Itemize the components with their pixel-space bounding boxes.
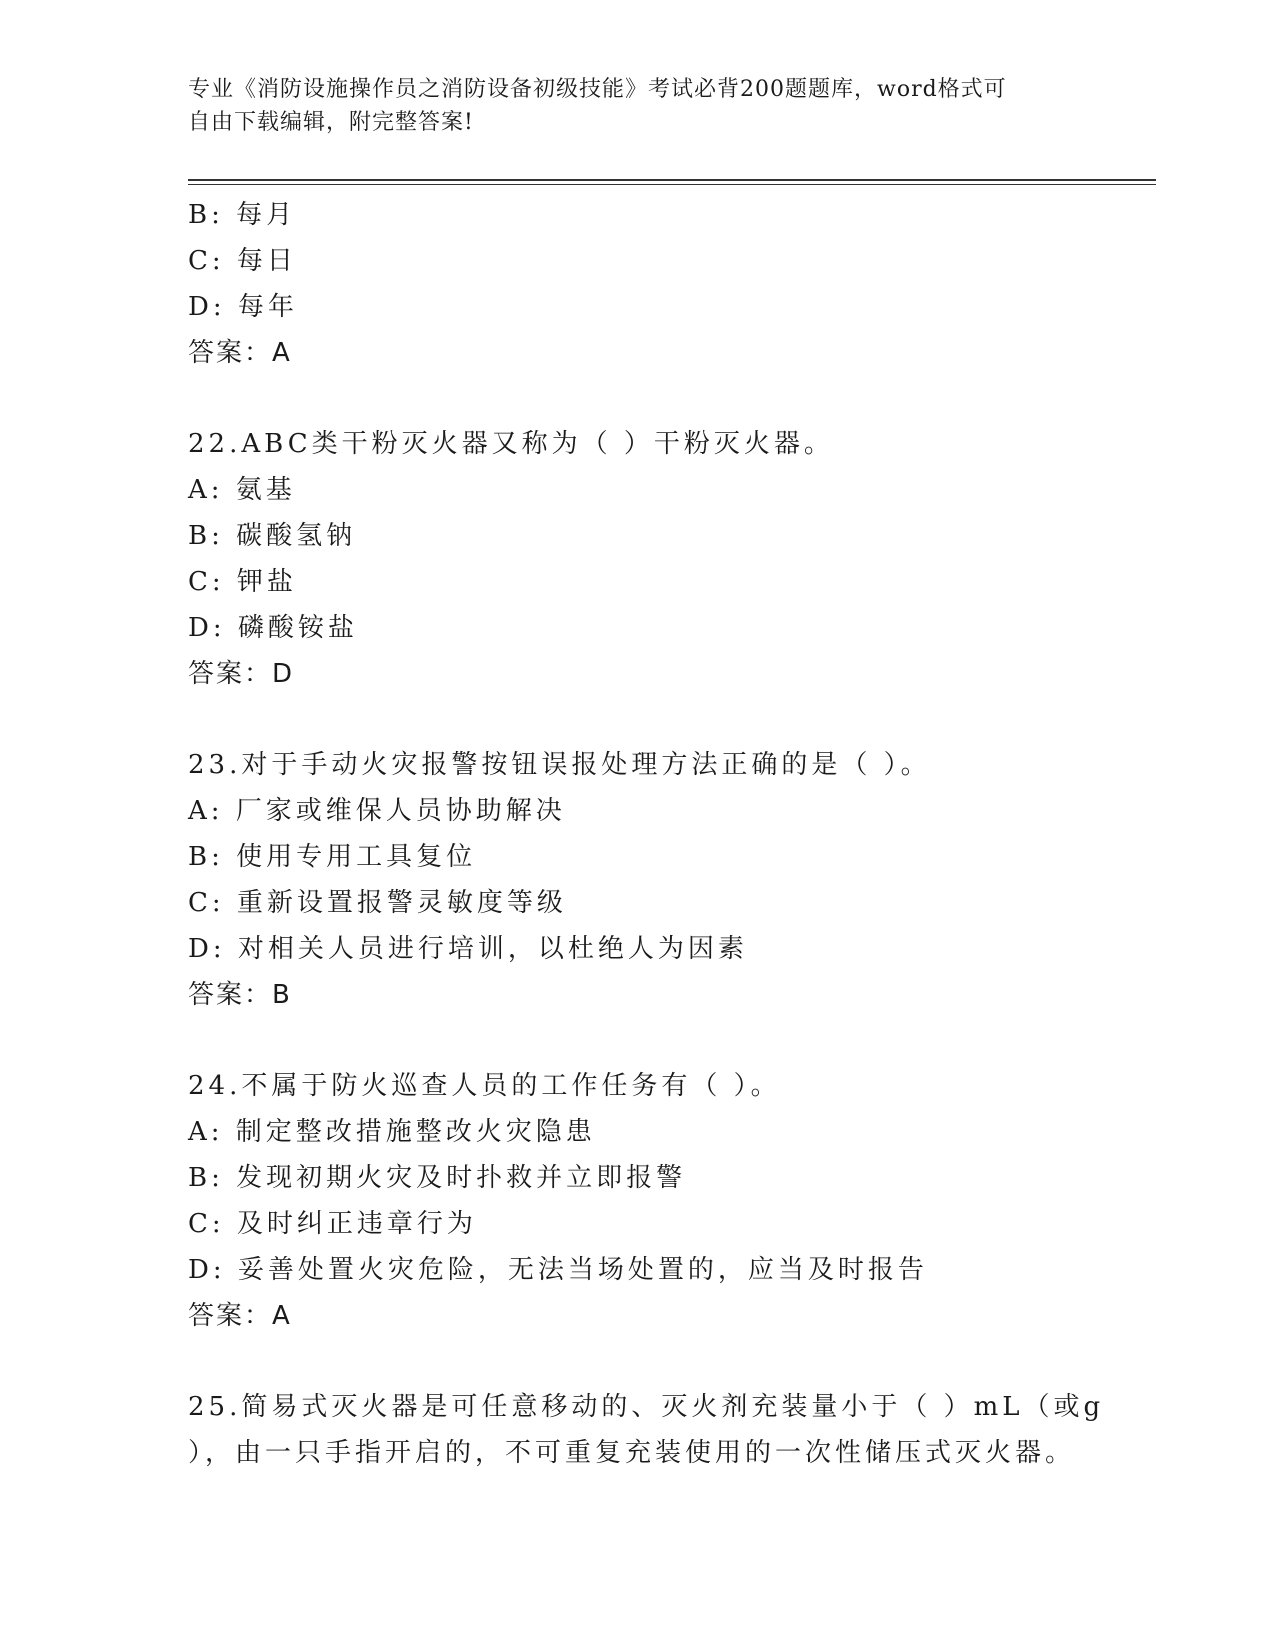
- document-header: [188, 73, 1068, 139]
- header-line-1: 专业《消防设施操作员之消防设备初级技能》考试必背200题题库，word格式可: [188, 77, 1007, 102]
- answer-line: 答案：D: [188, 659, 295, 689]
- question-stem: 22.ABC类干粉灭火器又称为（ ）干粉灭火器。: [188, 429, 834, 459]
- answer-line: 答案：A: [188, 338, 292, 368]
- question-list: [188, 192, 1105, 1476]
- option-d: D: 妥善处置火灾危险，无法当场处置的，应当及时报告: [188, 1255, 928, 1285]
- question-stem-line-1: 25.简易式灭火器是可任意移动的、灭火剂充装量小于（ ）mL（或g: [188, 1392, 1105, 1422]
- option-c: C: 每日: [188, 246, 297, 276]
- option-c: C: 钾盐: [188, 567, 297, 597]
- question-stem: 24.不属于防火巡查人员的工作任务有（ ）。: [188, 1071, 781, 1101]
- question-24: [188, 1063, 1088, 1339]
- answer-line: 答案：A: [188, 1301, 292, 1331]
- question-23: [188, 742, 1088, 1018]
- option-a: A: 氨基: [188, 475, 296, 505]
- header-divider-thin: [188, 184, 1156, 185]
- question-25: [188, 1384, 1105, 1476]
- option-b: B: 发现初期火灾及时扑救并立即报警: [188, 1163, 687, 1193]
- option-c: C: 重新设置报警灵敏度等级: [188, 888, 567, 918]
- option-d: D: 磷酸铵盐: [188, 613, 358, 643]
- header-divider-thick: [188, 179, 1156, 181]
- question-stem: 23.对于手动火灾报警按钮误报处理方法正确的是（ ）。: [188, 750, 931, 780]
- option-b: B: 每月: [188, 200, 297, 230]
- option-a: A: 厂家或维保人员协助解决: [188, 796, 566, 826]
- question-22: [188, 421, 1088, 697]
- option-d: D: 每年: [188, 292, 298, 322]
- option-a: A: 制定整改措施整改火灾隐患: [188, 1117, 596, 1147]
- question-21-continuation: [188, 192, 1088, 376]
- option-d: D: 对相关人员进行培训，以杜绝人为因素: [188, 934, 748, 964]
- option-b: B: 碳酸氢钠: [188, 521, 357, 551]
- header-line-2: 自由下载编辑，附完整答案!: [188, 110, 474, 135]
- question-stem-line-2: ），由一只手指开启的，不可重复充装使用的一次性储压式灭火器。: [188, 1438, 1076, 1468]
- answer-line: 答案：B: [188, 980, 292, 1010]
- option-c: C: 及时纠正违章行为: [188, 1209, 477, 1239]
- option-b: B: 使用专用工具复位: [188, 842, 477, 872]
